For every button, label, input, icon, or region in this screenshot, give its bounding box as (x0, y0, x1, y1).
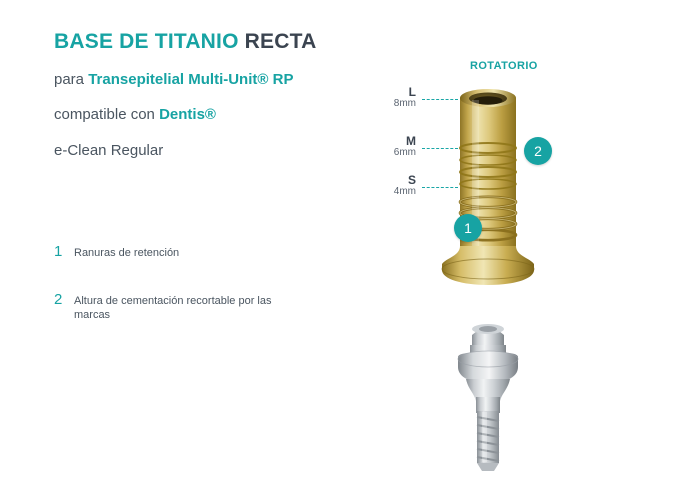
description-line-1-highlight: Transepitelial Multi-Unit® RP (88, 71, 294, 88)
description-line-2-highlight: Dentis® (159, 106, 216, 123)
measurement-letter-l: L (408, 85, 416, 99)
measurement-value-l: 8mm (393, 97, 416, 109)
description-line-2-prefix: compatible con (54, 106, 160, 123)
page-title-primary: BASE DE TITANIO (54, 30, 239, 53)
legend-item-1-number: 1 (54, 243, 63, 260)
page-title-secondary: RECTA (244, 30, 317, 53)
legend-item-2-number: 2 (54, 291, 63, 308)
legend-item-2-text: Altura de cementación recortable por las marcas (74, 295, 272, 321)
measurement-label-l (370, 86, 416, 109)
description-line-2 (54, 106, 216, 123)
measurement-value-m: 6mm (393, 146, 416, 158)
callout-bubble-2: 2 (524, 137, 552, 165)
legend-item-2 (54, 292, 289, 323)
description-line-1 (54, 71, 293, 88)
legend-item-1-text: Ranuras de retención (74, 247, 180, 259)
measurement-letter-s: S (407, 173, 416, 187)
measurement-label-m (370, 135, 416, 158)
multi-unit-abutment-steel-illustration (428, 305, 618, 495)
legend-item-1 (54, 244, 179, 261)
description-line-1-prefix: para (54, 71, 89, 88)
description-line-3: e-Clean Regular (54, 142, 164, 159)
titanium-base-gold-illustration (428, 50, 618, 290)
page-title (54, 30, 316, 54)
rotatorio-label: ROTATORIO (470, 60, 538, 72)
callout-bubble-1: 1 (454, 214, 482, 242)
measurement-letter-m: M (406, 134, 416, 148)
product-diagram (370, 50, 690, 490)
measurement-value-s: 4mm (393, 185, 416, 197)
measurement-label-s (370, 174, 416, 197)
